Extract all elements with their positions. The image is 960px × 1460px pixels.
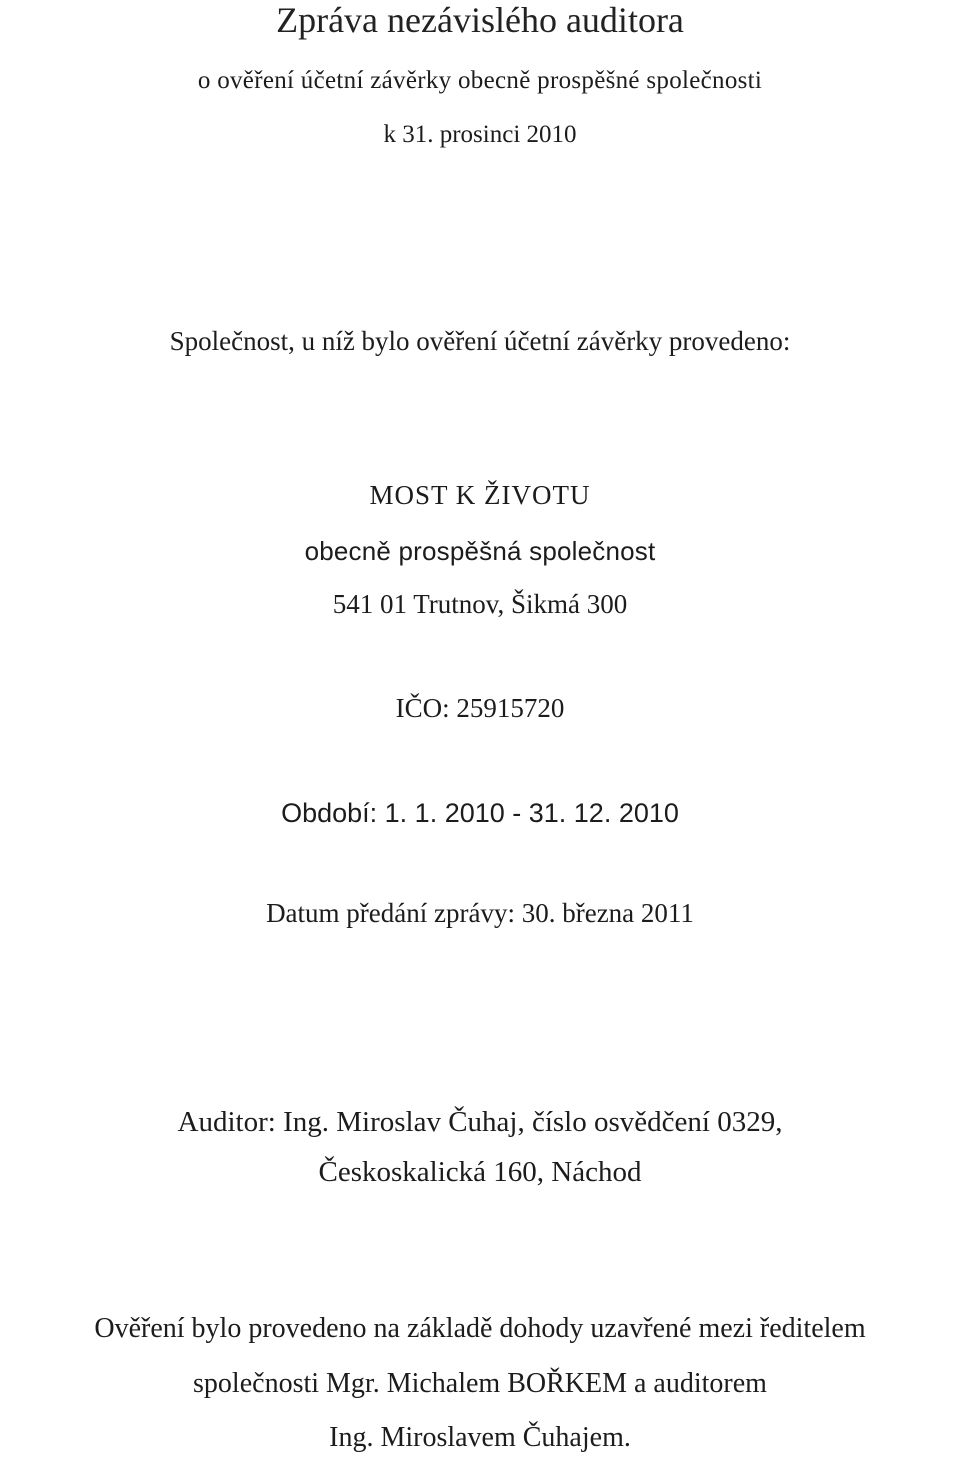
basis-line-3: Ing. Miroslavem Čuhajem. <box>329 1422 631 1453</box>
basis-line-2: společnosti Mgr. Michalem BOŘKEM a auditorem <box>193 1368 767 1399</box>
company-intro: Společnost, u níž bylo ověření účetní závěrky provedeno: <box>169 326 791 356</box>
handover-date: Datum předání zprávy: 30. března 2011 <box>266 898 694 928</box>
auditor-line-1: Auditor: Ing. Miroslav Čuhaj, číslo osvědčení 0329, <box>177 1106 783 1138</box>
basis-line-1: Ověření bylo provedeno na základě dohody uzavřené mezi ředitelem <box>94 1313 866 1344</box>
company-address: 541 01 Trutnov, Šikmá 300 <box>332 589 628 619</box>
company-type: obecně prospěšná společnost <box>304 536 656 566</box>
report-title: Zpráva nezávislého auditora <box>276 0 684 40</box>
report-subtitle: o ověření účetní závěrky obecně prospěšné společnosti <box>197 67 763 94</box>
auditor-line-2: Českoskalická 160, Náchod <box>318 1156 642 1188</box>
company-name: MOST K ŽIVOTU <box>369 480 591 510</box>
company-ico: IČO: 25915720 <box>395 693 565 723</box>
report-date: k 31. prosinci 2010 <box>383 121 577 148</box>
period: Období: 1. 1. 2010 - 31. 12. 2010 <box>281 798 679 828</box>
